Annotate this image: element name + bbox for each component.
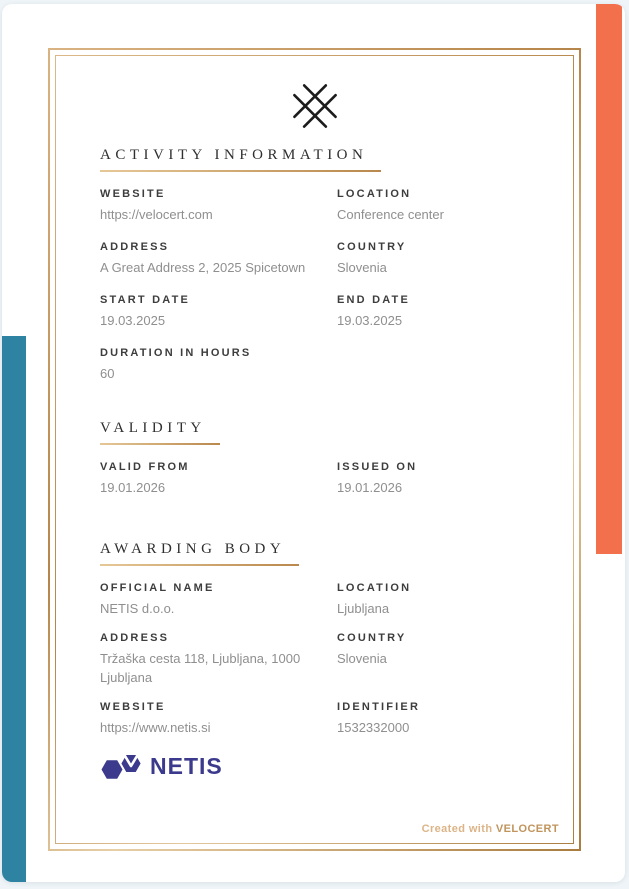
field-label: ADDRESS xyxy=(100,240,170,253)
field-value: Tržaška cesta 118, Ljubljana, 1000 Ljubljana xyxy=(100,651,301,685)
field-label: END DATE xyxy=(337,293,411,306)
section-validity xyxy=(100,419,529,498)
field-location xyxy=(337,188,529,225)
awarding-body-logo xyxy=(100,748,529,786)
field-ab-location xyxy=(337,582,529,619)
field-value: 19.03.2025 xyxy=(100,312,166,328)
field-value: 19.01.2026 xyxy=(100,480,166,496)
activity-fields xyxy=(100,188,529,383)
field-label: COUNTRY xyxy=(337,632,407,645)
inner-gold-frame xyxy=(55,55,574,844)
field-end-date xyxy=(337,294,529,331)
right-accent-bar xyxy=(596,4,622,554)
field-official-name xyxy=(100,582,337,619)
field-start-date xyxy=(100,294,337,331)
field-value: 60 xyxy=(100,365,115,381)
field-value: Conference center xyxy=(337,207,444,222)
field-value: Slovenia xyxy=(337,259,387,275)
certificate-page xyxy=(2,4,625,882)
field-label: COUNTRY xyxy=(337,240,407,253)
field-label: DURATION IN HOURS xyxy=(100,346,252,359)
field-label: WEBSITE xyxy=(100,188,166,200)
field-value: Slovenia xyxy=(337,651,387,667)
awarding-body-fields xyxy=(100,582,529,737)
section-activity-information xyxy=(100,146,529,383)
field-label: LOCATION xyxy=(337,188,412,200)
section-awarding-body xyxy=(100,540,529,785)
field-value: https://www.netis.si xyxy=(100,719,211,735)
field-ab-identifier xyxy=(337,701,529,738)
field-ab-address xyxy=(100,632,337,688)
field-value: https://velocert.com xyxy=(100,207,213,222)
validity-fields xyxy=(100,461,529,498)
header-logo xyxy=(100,80,529,132)
footer-brand: VELOCERT xyxy=(495,823,559,835)
field-value: Ljubljana xyxy=(337,601,390,617)
section-title: AWARDING BODY xyxy=(100,541,299,566)
field-duration xyxy=(100,347,337,384)
double-cross-icon xyxy=(289,80,341,132)
field-label: IDENTIFIER xyxy=(337,700,421,713)
field-label: WEBSITE xyxy=(100,700,166,713)
field-issued-on xyxy=(337,461,529,498)
field-label: OFFICIAL NAME xyxy=(100,582,215,595)
certificate-content xyxy=(56,56,573,843)
field-value: NETIS d.o.o. xyxy=(100,601,175,617)
field-label: START DATE xyxy=(100,293,191,306)
netis-hexagons-icon xyxy=(100,748,144,786)
field-value: 19.03.2025 xyxy=(337,312,403,328)
outer-gold-frame xyxy=(48,48,581,851)
field-label: ISSUED ON xyxy=(337,461,418,474)
field-ab-website xyxy=(100,701,337,738)
field-value: A Great Address 2, 2025 Spicetown xyxy=(100,259,306,275)
section-title: VALIDITY xyxy=(100,420,220,445)
field-address xyxy=(100,241,337,278)
left-accent-bar xyxy=(2,336,26,882)
field-label: VALID FROM xyxy=(100,461,190,474)
field-website xyxy=(100,188,337,225)
field-value: 19.01.2026 xyxy=(337,480,403,496)
netis-logo-text: NETIS xyxy=(150,753,223,780)
field-label: LOCATION xyxy=(337,582,412,595)
field-label: ADDRESS xyxy=(100,632,170,645)
footer-credit xyxy=(422,823,559,835)
field-country xyxy=(337,241,529,278)
section-title: ACTIVITY INFORMATION xyxy=(100,147,381,172)
footer-created-with: Created with xyxy=(421,823,493,835)
field-value: 1532332000 xyxy=(337,719,410,735)
field-ab-country xyxy=(337,632,529,688)
field-valid-from xyxy=(100,461,337,498)
